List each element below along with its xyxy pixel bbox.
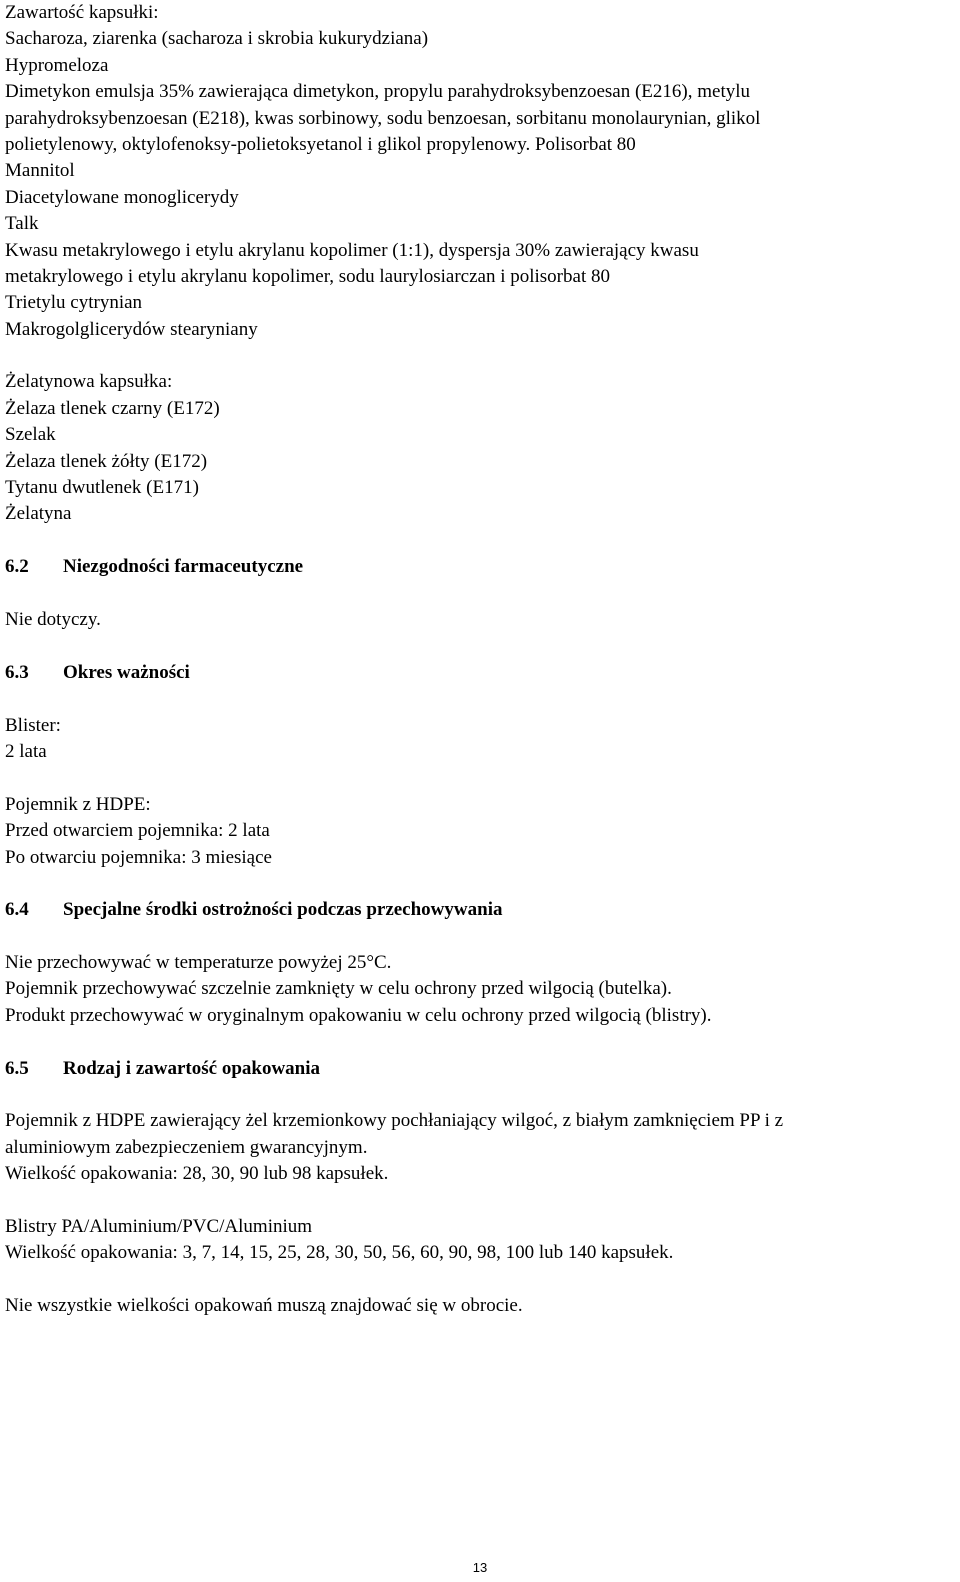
spacer (5, 581, 955, 607)
ingredient-line: Makrogolglicerydów stearyniany (5, 318, 258, 340)
storage-line: Nie przechowywać w temperaturze powyżej 25°C. (5, 952, 392, 974)
ingredient-line: Mannitol (5, 160, 75, 182)
spacer (5, 528, 955, 554)
gelatin-ingredient-line: Żelaza tlenek żółty (E172) (5, 450, 208, 472)
storage-line: Pojemnik przechowywać szczelnie zamknięty w celu ochrony przed wilgocią (butelka). (5, 978, 672, 1000)
section-title: Specjalne środki ostrożności podczas przechowywania (63, 899, 503, 921)
packaging-note: Nie wszystkie wielkości opakowań muszą znajdować się w obrocie. (5, 1295, 523, 1317)
section-number: 6.2 (5, 556, 29, 578)
spacer (5, 1267, 955, 1293)
hdpe-before-opening: Przed otwarciem pojemnika: 2 lata (5, 820, 270, 842)
ingredient-line: Diacetylowane monoglicerydy (5, 186, 239, 208)
gelatin-ingredient-line: Żelaza tlenek czarny (E172) (5, 397, 220, 419)
section-title: Niezgodności farmaceutyczne (63, 556, 304, 578)
ingredient-line: Sacharoza, ziarenka (sacharoza i skrobia kukurydziana) (5, 28, 429, 50)
storage-line: Produkt przechowywać w oryginalnym opakowaniu w celu ochrony przed wilgocią (blistry). (5, 1004, 712, 1026)
ingredient-line: metakrylowego i etylu akrylanu kopolimer, sodu laurylosiarczan i polisorbat 80 (5, 265, 610, 287)
ingredient-line: Kwasu metakrylowego i etylu akrylanu kopolimer (1:1), dyspersja 30% zawierający kwasu (5, 239, 699, 261)
page-number: 13 (472, 1560, 488, 1575)
packaging-hdpe-line: Pojemnik z HDPE zawierający żel krzemionkowy pochłaniający wilgoć, z białym zamknięciem PP i z (5, 1110, 784, 1132)
ingredient-line: Trietylu cytrynian (5, 292, 143, 314)
ingredient-line: polietylenowy, oktylofenoksy-polietoksyetanol i glikol propylenowy. Polisorbat 80 (5, 133, 636, 155)
section-6-2-heading (5, 554, 955, 580)
blister-label: Blister: (5, 714, 61, 736)
ingredient-line: parahydroksybenzoesan (E218), kwas sorbinowy, sodu benzoesan, sorbitanu monolaurynian, glikol (5, 107, 761, 129)
gelatin-capsule-heading: Żelatynowa kapsułka: (5, 371, 173, 393)
spacer (5, 686, 955, 712)
gelatin-ingredient-line: Żelatyna (5, 503, 72, 525)
spacer (5, 871, 955, 897)
ingredient-line: Hypromeloza (5, 54, 109, 76)
spacer (5, 924, 955, 950)
document-body (5, 0, 955, 1320)
section-6-2-text: Nie dotyczy. (5, 608, 101, 630)
ingredient-line: Dimetykon emulsja 35% zawierająca dimetykon, propylu parahydroksybenzoesan (E216), metylu (5, 81, 750, 103)
spacer (5, 1188, 955, 1214)
section-6-5-heading (5, 1056, 955, 1082)
ingredient-line: Talk (5, 213, 39, 235)
hdpe-after-opening: Po otwarciu pojemnika: 3 miesiące (5, 846, 272, 868)
hdpe-label: Pojemnik z HDPE: (5, 793, 151, 815)
section-number: 6.4 (5, 899, 29, 921)
spacer (5, 343, 955, 369)
blister-shelf-life: 2 lata (5, 740, 47, 762)
spacer (5, 1029, 955, 1055)
section-6-4-heading (5, 897, 955, 923)
packaging-hdpe-line: aluminiowym zabezpieczeniem gwarancyjnym. (5, 1136, 368, 1158)
spacer (5, 633, 955, 659)
gelatin-ingredient-line: Tytanu dwutlenek (E171) (5, 477, 199, 499)
packaging-hdpe-line: Wielkość opakowania: 28, 30, 90 lub 98 kapsułek. (5, 1163, 389, 1185)
spacer (5, 1082, 955, 1108)
section-number: 6.5 (5, 1057, 29, 1079)
section-title: Rodzaj i zawartość opakowania (63, 1057, 321, 1079)
section-title: Okres ważności (63, 661, 190, 683)
packaging-blister-line: Blistry PA/Aluminium/PVC/Aluminium (5, 1215, 313, 1237)
section-number: 6.3 (5, 661, 29, 683)
spacer (5, 765, 955, 791)
packaging-blister-line: Wielkość opakowania: 3, 7, 14, 15, 25, 28, 30, 50, 56, 60, 90, 98, 100 lub 140 kapsułek. (5, 1242, 674, 1264)
section-6-3-heading (5, 660, 955, 686)
gelatin-ingredient-line: Szelak (5, 424, 56, 446)
capsule-contents-heading: Zawartość kapsułki: (5, 2, 159, 23)
